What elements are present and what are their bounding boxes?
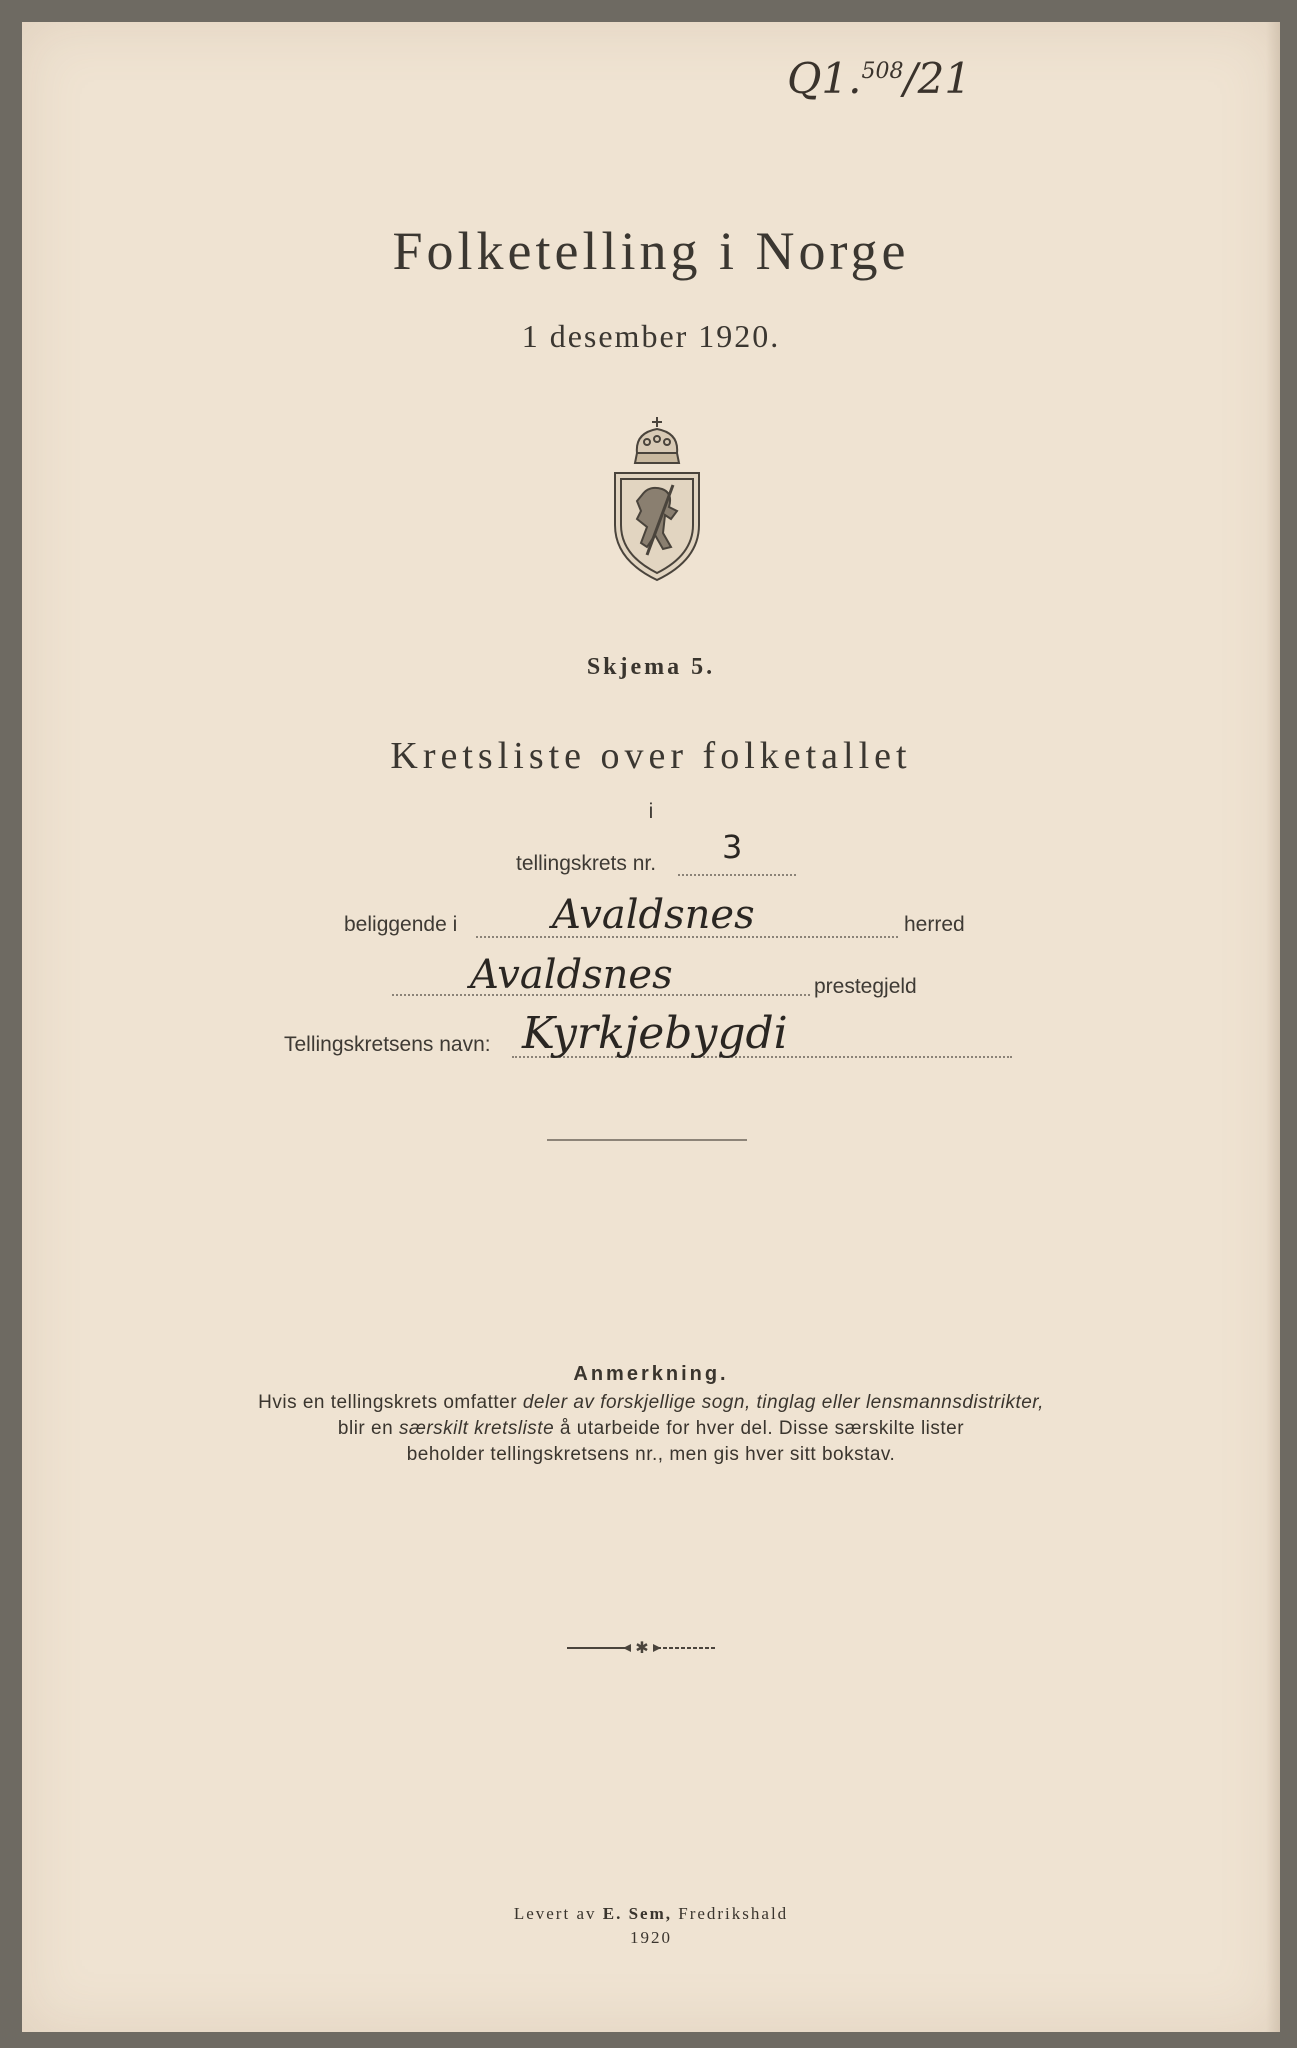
- printer-line: Levert av E. Sem, Fredrikshald: [513, 1904, 789, 1923]
- prestegjeld-label: prestegjeld: [814, 975, 917, 998]
- schema-number: Skjema 5.: [586, 654, 716, 680]
- census-date: 1 desember 1920.: [521, 318, 781, 354]
- norwegian-coat-of-arms-icon: [607, 415, 707, 585]
- main-heading: Kretsliste over folketallet: [390, 735, 912, 777]
- kretsnavn-value[interactable]: Kyrkjebygdi: [522, 1008, 788, 1059]
- tellingskrets-value[interactable]: 3: [722, 828, 743, 866]
- census-form-page: [22, 22, 1280, 2032]
- kretsnavn-label: Tellingskretsens navn:: [284, 1033, 491, 1056]
- section-divider: [547, 1139, 747, 1141]
- herred-value[interactable]: Avaldsnes: [552, 892, 755, 938]
- note-body: [22, 1390, 1280, 1468]
- preposition-i: i: [648, 800, 654, 823]
- printer-credit: [22, 1902, 1280, 1950]
- note-line-3: beholder tellingskretsens nr., men gis hver sitt bokstav.: [406, 1444, 896, 1465]
- note-line-1: Hvis en tellingskrets omfatter deler av forskjellige sogn, tinglag eller lensmannsdistrikter,: [258, 1392, 1044, 1413]
- star-ornament-icon: [567, 1640, 717, 1656]
- archive-reference-main: Q1.: [787, 54, 862, 103]
- page-title: Folketelling i Norge: [392, 221, 910, 281]
- archive-reference-sup: 508: [861, 59, 904, 84]
- archive-reference-tail: /21: [903, 54, 972, 103]
- beliggende-label: beliggende i: [344, 913, 458, 936]
- svg-text:✱: ✱: [635, 1640, 649, 1656]
- printer-year: 1920: [630, 1928, 672, 1947]
- archive-reference-note: [787, 54, 971, 103]
- tellingskrets-dotline: [678, 874, 796, 876]
- prestegjeld-value[interactable]: Avaldsnes: [470, 952, 673, 998]
- herred-label: herred: [904, 913, 965, 936]
- tellingskrets-label: tellingskrets nr.: [516, 852, 657, 875]
- note-line-2: blir en særskilt kretsliste å utarbeide for hver del. Disse særskilte lister: [337, 1418, 965, 1439]
- note-title: Anmerkning.: [573, 1363, 729, 1385]
